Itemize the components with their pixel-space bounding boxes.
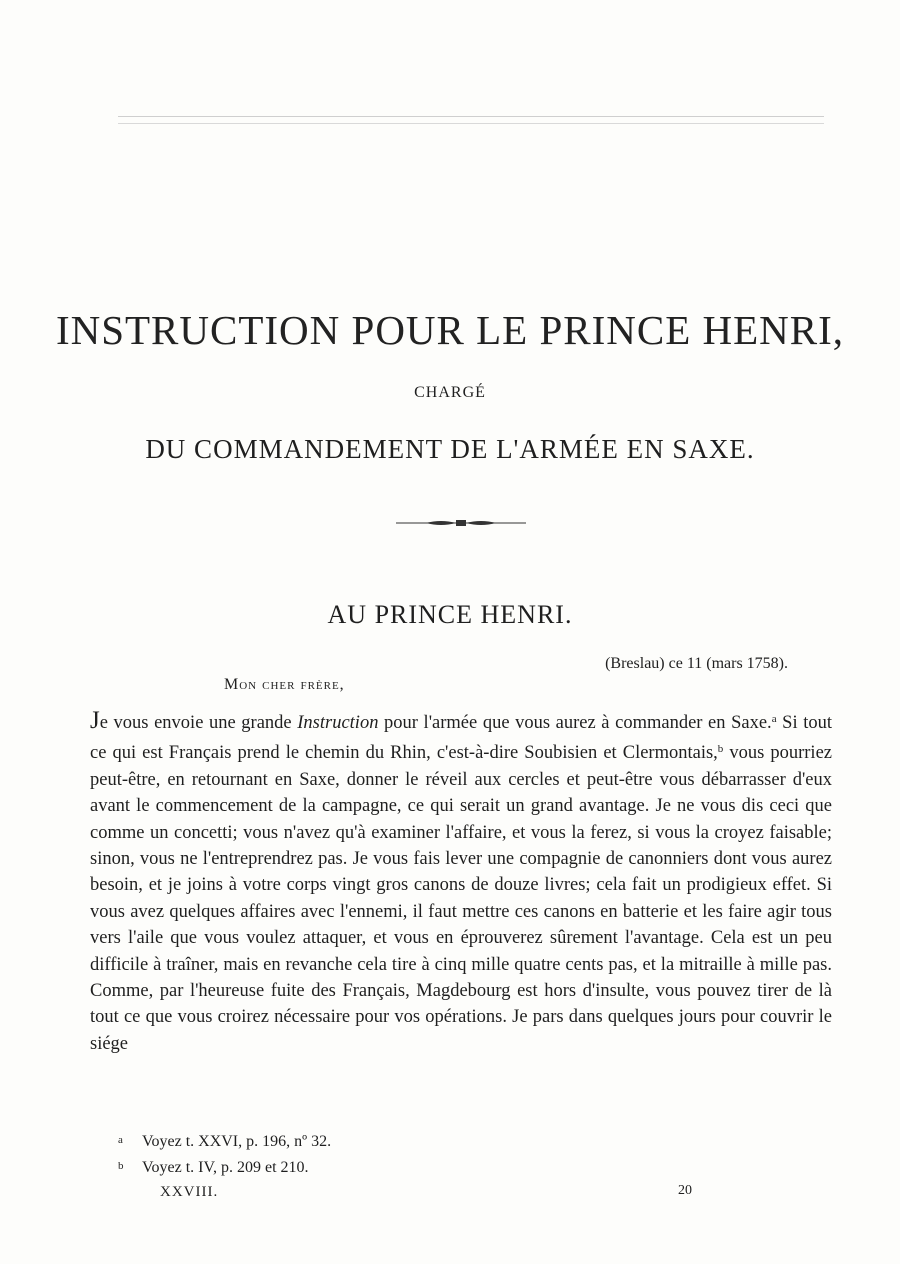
footnote-a bbox=[118, 1128, 331, 1154]
page-number: 20 bbox=[678, 1183, 692, 1198]
body-part-2: pour l'armée que vous aurez à commander en Saxe. bbox=[378, 713, 772, 733]
body-part-1: e vous envoie une grande bbox=[99, 713, 298, 733]
footnote-ref-b: b bbox=[717, 743, 724, 756]
salutation: Mon cher frère, bbox=[224, 676, 345, 693]
footnotes bbox=[118, 1128, 331, 1180]
dateline: (Breslau) ce 11 (mars 1758). bbox=[605, 655, 788, 672]
subtitle-commandement: DU COMMANDEMENT DE L'ARMÉE EN SAXE. bbox=[145, 434, 755, 464]
footnote-text: Voyez t. IV, p. 209 et 210. bbox=[142, 1159, 309, 1176]
top-rule bbox=[118, 116, 824, 124]
footnote-b bbox=[118, 1154, 331, 1180]
italic-instruction: Instruction bbox=[297, 713, 379, 733]
footnote-ref-a: a bbox=[771, 713, 777, 725]
dropcap: J bbox=[90, 707, 100, 734]
body-part-4: vous pourriez peut-être, en retournant en Saxe, donner le réveil aux cercles et peut-être vous débarrasser d'eux avant le commencement de la campagne, ce qui serait un grand avantage. Je ne vous dis ceci que comme un concetti; vous n'avez qu'à examiner l'affaire, et vous la ferez, si vous la croyez faisable; sinon, vous ne l'entreprendrez pas. Je vous fais lever une compagnie de canonniers dont vous aurez besoin, et je joins à votre corps vingt gros canons de douze livres; cela fait un prodigieux effet. Si vous avez quelques affaires avec l'ennemi, il faut mettre ces canons en batterie et les faire agir tous vers l'aile que vous voulez attaquer, et vous en éprouverez sûrement l'avantage. Cela est un peu difficile à traîner, mais en revanche cela tire à cinq mille quatre cents pas, et la mitraille à mille pas. Comme, par l'heureuse fuite des Français, Magdebourg est hors d'insulte, vous pouvez tirer de là tout ce que vous croirez nécessaire pour vos opérations. Je pars dans quelques jours pour couvrir le siége bbox=[90, 743, 832, 1054]
letter-body bbox=[90, 706, 832, 1057]
volume-signature: XXVIII. bbox=[160, 1184, 219, 1200]
subtitle-charge: CHARGÉ bbox=[414, 384, 486, 401]
page-title: INSTRUCTION POUR LE PRINCE HENRI, bbox=[55, 307, 845, 353]
ornament-divider-icon bbox=[396, 516, 526, 530]
footnote-text: Voyez t. XXVI, p. 196, nº 32. bbox=[142, 1133, 332, 1150]
body-part-3: Si tout ce qui est Français prend le chemin du Rhin, c'est-à-dire Soubisien et Clermontais, bbox=[90, 713, 832, 764]
letter-heading: AU PRINCE HENRI. bbox=[327, 600, 573, 629]
footnote-mark: b bbox=[118, 1160, 124, 1172]
footnote-mark: a bbox=[118, 1134, 123, 1146]
